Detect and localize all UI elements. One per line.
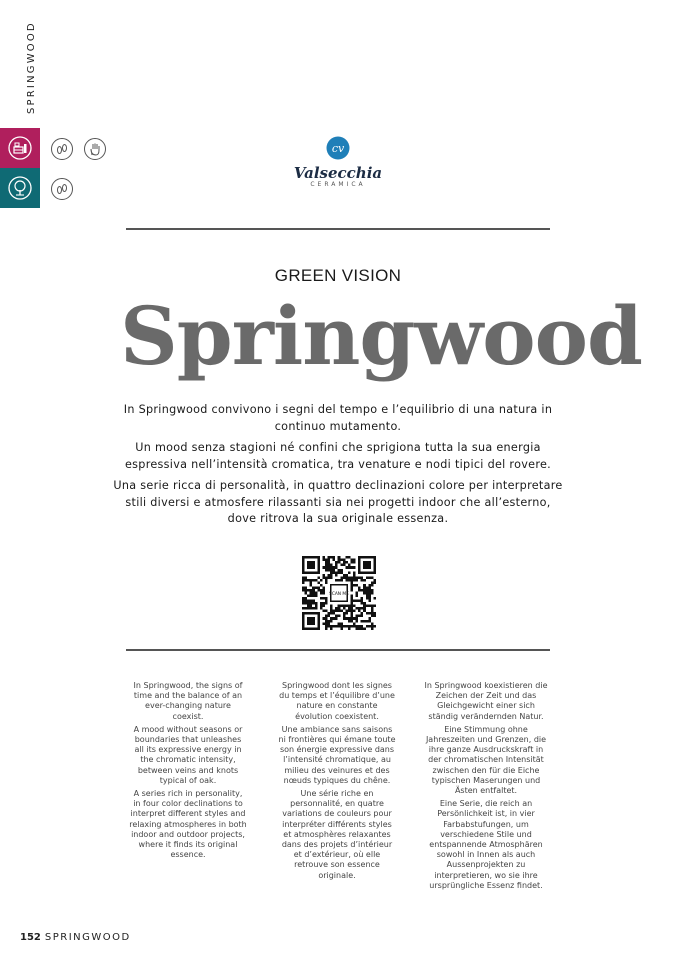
qr-center-label: SCAN ME <box>329 592 349 598</box>
qr-code[interactable] <box>302 556 376 630</box>
intro-paragraph: In Springwood convivono i segni del tempo e l’equilibrio di una natura in continuo mutamento. <box>123 403 553 433</box>
intro-paragraph: Un mood senza stagioni né confini che sprigiona tutta la sua energia espressiva nell’intensità cromatica, tra venature e nodi tipici del rovere. <box>124 441 552 471</box>
top-divider <box>126 228 550 230</box>
indoor-room-icon <box>7 135 33 161</box>
french-paragraph: Springwood dont les signes du temps et l’équilibre d’une nature en constante évolution coexistent. <box>279 681 395 721</box>
foot-icon <box>51 178 73 200</box>
german-paragraph: In Springwood koexistieren die Zeichen der Zeit und das Gleichgewicht einer sich ständig verändernden Natur. <box>424 681 548 721</box>
brand-logo <box>286 136 390 192</box>
foot-icon <box>51 138 73 160</box>
page-title: Springwood <box>120 289 642 383</box>
german-paragraph: Eine Serie, die reich an Persönlichkeit ist, in vier Farbabstufungen, um verschiedene Stile und entspannende Atmosphären sowohl in Innen als auch Aussenprojekten zu interpretieren, wo sie ihre ursprüngliche Essenz findet. <box>429 799 543 890</box>
indoor-tab <box>0 128 40 168</box>
footer-label: SPRINGWOOD <box>44 932 131 943</box>
english-text-column <box>129 681 247 863</box>
svg-text:cv: cv <box>331 142 345 155</box>
brand-name: Valsecchia <box>293 164 383 182</box>
english-paragraph: In Springwood, the signs of time and the balance of an ever-changing nature coexist. <box>133 681 243 721</box>
page-number: 152 <box>20 932 41 943</box>
intro-text-italian <box>110 402 566 533</box>
german-text-column <box>423 681 549 894</box>
vertical-series-title <box>14 14 37 114</box>
hand-icon <box>84 138 106 160</box>
intro-paragraph: Una serie ricca di personalità, in quattro declinazioni colore per interpretare stili diversi e atmosfere rilassanti sia nei progetti indoor che all’esterno, dove ritrova la sua originale essenza. <box>113 479 563 525</box>
page-footer <box>20 932 131 943</box>
tree-icon <box>7 175 33 201</box>
english-paragraph: A mood without seasons or boundaries that unleashes all its expressive energy in the chromatic intensity, between veins and knots typical of oak. <box>133 724 243 785</box>
french-text-column <box>278 681 396 884</box>
brand-sub: CERAMICA <box>310 181 366 188</box>
bottom-divider <box>126 649 550 651</box>
outdoor-tab <box>0 168 40 208</box>
french-paragraph: Une série riche en personnalité, en quatre variations de couleurs pour interpréter différents styles et atmosphères relaxantes dans des projets d’intérieur et d’extérieur, où elle retrouve son essence originale. <box>281 789 393 880</box>
vertical-title-text: SPRINGWOOD <box>26 21 37 114</box>
brand-mark-icon <box>326 136 350 160</box>
french-paragraph: Une ambiance sans saisons ni frontières qui émane toute son énergie expressive dans l’intensité chromatique, au milieu des veinures et des nœuds typiques du chêne. <box>278 724 396 785</box>
collection-subtitle: GREEN VISION <box>274 266 402 285</box>
german-paragraph: Eine Stimmung ohne Jahreszeiten und Grenzen, die ihre ganze Ausdruckskraft in der chromatischen Intensität zwischen den für die Eiche typischen Maserungen und Ästen entfaltet. <box>425 724 547 796</box>
english-paragraph: A series rich in personality, in four color declinations to interpret different styles and relaxing atmospheres in both indoor and outdoor projects, where it finds its original essence. <box>129 789 247 860</box>
